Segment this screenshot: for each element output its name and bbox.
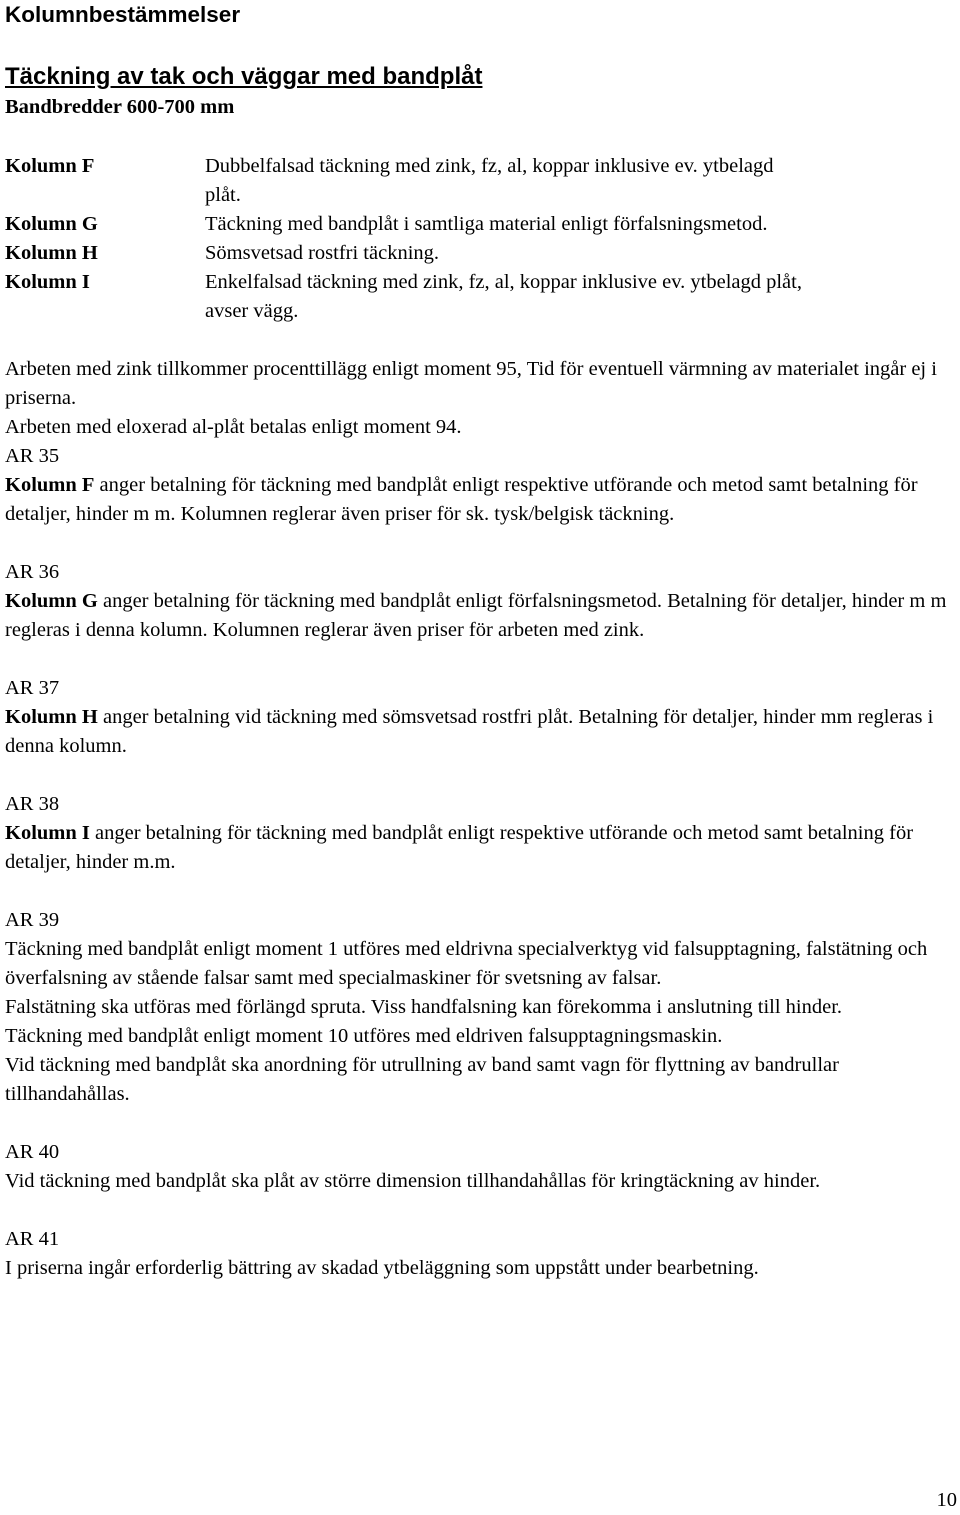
ar-paragraph: I priserna ingår erforderlig bättring av skadad ytbeläggning som uppstått under bearbetning.	[5, 1257, 759, 1279]
intro-paragraph: Arbeten med eloxerad al-plåt betalas enligt moment 94.	[5, 416, 462, 438]
ar-heading: AR 38	[5, 793, 60, 815]
column-description-line: Enkelfalsad täckning med zink, fz, al, koppar inklusive ev. ytbelagd plåt,	[205, 271, 802, 293]
column-description	[205, 210, 953, 239]
column-row-f	[5, 152, 953, 210]
ar-paragraph: Falstätning ska utföras med förlängd spruta. Viss handfalsning kan förekomma i anslutning till hinder.	[5, 996, 843, 1018]
ar-paragraph: Täckning med bandplåt enligt moment 10 utföres med eldriven falsupptagningsmaskin.	[5, 1025, 723, 1047]
ar-lead: Kolumn H	[5, 706, 98, 728]
ar-heading: AR 39	[5, 909, 60, 931]
ar-heading: AR 37	[5, 677, 60, 699]
column-row-i	[5, 268, 953, 326]
column-description	[205, 268, 953, 326]
intro-paragraph: Arbeten med zink tillkommer procenttillägg enligt moment 95, Tid för eventuell värmning av materialet ingår ej i priserna.	[5, 358, 937, 409]
ar-paragraph	[5, 471, 953, 529]
ar-paragraph	[5, 703, 953, 761]
column-row-g	[5, 210, 953, 239]
ar-lead: Kolumn G	[5, 590, 98, 612]
ar-paragraph: Täckning med bandplåt enligt moment 1 utföres med eldrivna specialverktyg vid falsupptagning, falstätning och överfalsning av stående falsar samt med specialmaskiner för svetsning av falsar.	[5, 938, 928, 989]
ar-paragraph: Vid täckning med bandplåt ska plåt av större dimension tillhandahållas för kringtäckning av hinder.	[5, 1170, 821, 1192]
page-number: 10	[936, 1489, 957, 1511]
ar-text: anger betalning för täckning med bandplåt enligt förfalsningsmetod. Betalning för detaljer, hinder m m regleras i denna kolumn. Kolumnen reglerar även priser för arbeten med zink.	[5, 590, 947, 641]
ar-paragraph	[5, 587, 953, 645]
ar-heading: AR 35	[5, 445, 60, 467]
column-description-line: Täckning med bandplåt i samtliga material enligt förfalsningsmetod.	[205, 213, 768, 235]
document-title: Kolumnbestämmelser	[5, 2, 241, 27]
ar-heading: AR 36	[5, 561, 60, 583]
ar-heading: AR 40	[5, 1141, 60, 1163]
ar-text: anger betalning vid täckning med sömsvetsad rostfri plåt. Betalning för detaljer, hinder mm regleras i denna kolumn.	[5, 706, 934, 757]
body-text	[5, 355, 953, 1283]
ar-paragraph	[5, 819, 953, 877]
column-description-line: Dubbelfalsad täckning med zink, fz, al, koppar inklusive ev. ytbelagd	[205, 155, 774, 177]
section-title: Täckning av tak och väggar med bandplåt	[5, 63, 483, 90]
column-description-line: avser vägg.	[205, 300, 299, 322]
column-definitions	[5, 152, 953, 326]
ar-lead: Kolumn F	[5, 474, 95, 496]
ar-text: anger betalning för täckning med bandplåt enligt respektive utförande och metod samt betalning för detaljer, hinder m m. Kolumnen reglerar även priser för sk. tysk/belgisk täckning.	[5, 474, 918, 525]
column-row-h	[5, 239, 953, 268]
column-description-line: plåt.	[205, 184, 241, 206]
ar-heading: AR 41	[5, 1228, 60, 1250]
ar-text: anger betalning för täckning med bandplåt enligt respektive utförande och metod samt betalning för detaljer, hinder m.m.	[5, 822, 914, 873]
section-subtitle: Bandbredder 600-700 mm	[5, 96, 235, 118]
column-description	[205, 152, 953, 210]
column-name: Kolumn G	[5, 213, 98, 235]
column-description-line: Sömsvetsad rostfri täckning.	[205, 242, 440, 264]
ar-lead: Kolumn I	[5, 822, 90, 844]
column-name: Kolumn I	[5, 271, 90, 293]
ar-paragraph: Vid täckning med bandplåt ska anordning för utrullning av band samt vagn för flyttning av bandrullar tillhandahållas.	[5, 1054, 839, 1105]
column-name: Kolumn F	[5, 155, 95, 177]
column-description	[205, 239, 953, 268]
column-name: Kolumn H	[5, 242, 98, 264]
